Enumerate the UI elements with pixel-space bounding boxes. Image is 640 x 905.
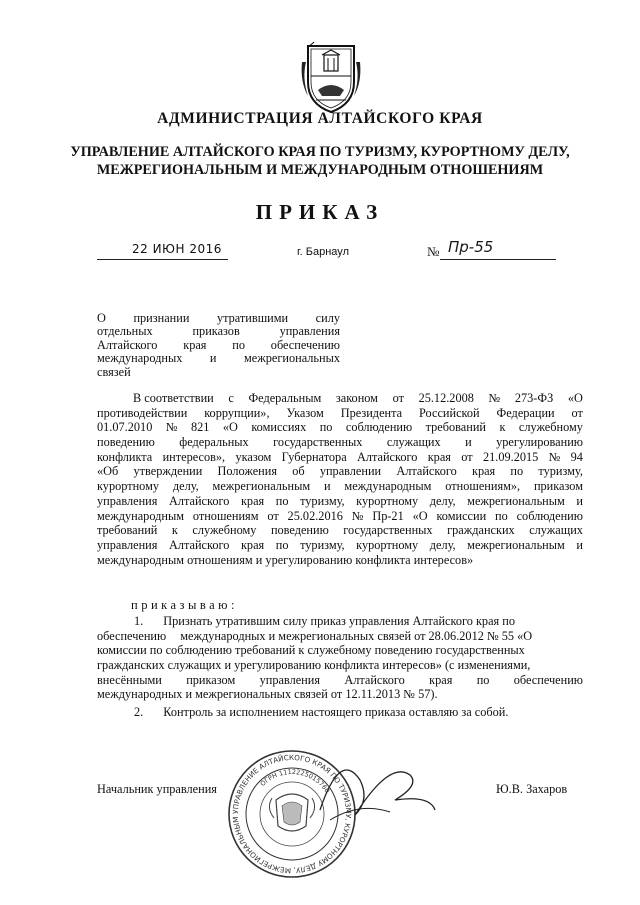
subject-word: международных [97, 351, 183, 366]
preamble-text: делу, [429, 537, 456, 552]
preamble-line [97, 479, 583, 494]
preamble-text: Указом [286, 405, 324, 420]
preamble-text: законом [335, 391, 378, 405]
preamble-text: туризму, [300, 493, 345, 508]
item-text: управления [259, 672, 320, 687]
preamble-paragraph [97, 391, 583, 567]
preamble-text: требований [425, 420, 487, 435]
preamble-line [97, 420, 583, 435]
subject-line [97, 352, 340, 365]
preamble-text: 25.02.2016 [287, 508, 343, 523]
preamble-text: международным отношениям и урегулированию конфликта интересов» [97, 552, 474, 567]
preamble-text: «Об [97, 464, 119, 479]
preamble-text: курортному [356, 493, 419, 508]
item-text: Признать утратившим силу приказ управления Алтайского края по [163, 614, 515, 628]
stamp-ring-text: УПРАВЛЕНИЕ АЛТАЙСКОГО КРАЯ ПО ТУРИЗМУ, КУРОРТНОМУ ДЕЛУ, МЕЖРЕГИОНАЛЬНЫМ [230, 752, 354, 876]
preamble-text: управления [97, 493, 158, 508]
administration-title: АДМИНИСТРАЦИЯ АЛТАЙСКОГО КРАЯ [157, 110, 483, 127]
preamble-text: противодействии [97, 405, 188, 420]
subject-word: отдельных [97, 324, 153, 339]
item-line [97, 658, 583, 673]
preamble-line [97, 435, 583, 450]
preamble-text: отношениям», [445, 479, 521, 494]
item-text: Контроль за исполнением настоящего приказа оставляю за собой. [163, 705, 509, 720]
preamble-text: и [465, 435, 472, 450]
item-line [97, 614, 583, 629]
preamble-text: к [499, 420, 506, 435]
order-word: приказываю: [131, 598, 238, 612]
coat-of-arms-emblem [300, 38, 362, 116]
subject-line [97, 325, 340, 338]
preamble-text: и [576, 493, 583, 508]
item-line [97, 705, 583, 720]
preamble-text: межрегиональным [467, 493, 565, 508]
subject-word: признании [133, 311, 190, 325]
document-type-title: ПРИКАЗ [255, 200, 385, 224]
preamble-text: В соответствии [133, 391, 214, 405]
item-line [97, 673, 583, 688]
subject-word: приказов [192, 324, 240, 339]
preamble-text: Федеральным [248, 391, 322, 405]
item-text: 2. [134, 705, 144, 720]
preamble-text: управления [97, 537, 158, 552]
preamble-text: «О [222, 420, 238, 435]
preamble-text: туризму, [300, 537, 345, 552]
preamble-text: указом [235, 449, 272, 464]
item-text: гражданских служащих и урегулированию конфликта интересов» (с изменениями, [97, 658, 531, 673]
preamble-text: Алтайского [356, 449, 418, 464]
preamble-text: комиссии [436, 508, 487, 523]
preamble-text: утверждении [133, 464, 203, 479]
preamble-text: по [510, 464, 524, 479]
subject-word: обеспечению [270, 337, 340, 352]
order-date: 22 ИЮН 2016 [132, 242, 222, 256]
preamble-text: и [576, 537, 583, 552]
order-items [97, 614, 583, 720]
preamble-text: края [240, 493, 265, 508]
item-text: Алтайского [344, 672, 405, 687]
item-line [97, 687, 583, 702]
item-text: края [429, 672, 453, 687]
preamble-text: служебному [518, 420, 583, 435]
department-title-line-1: УПРАВЛЕНИЕ АЛТАЙСКОГО КРАЯ ПО ТУРИЗМУ, КУРОРТНОМУ ДЕЛУ, [70, 144, 570, 160]
stamp-inner-text: ОГРН 1112225015760 [258, 767, 332, 795]
subject-word: по [232, 337, 245, 352]
number-sign: № [427, 244, 440, 259]
item-text: международных и межрегиональных связей от 12.11.2013 № 57). [97, 687, 438, 702]
subject-word: управления [279, 324, 340, 339]
department-title-line-2: МЕЖРЕГИОНАЛЬНЫМ И МЕЖДУНАРОДНЫМ ОТНОШЕНИЯМ [96, 162, 544, 178]
preamble-text: к [171, 523, 178, 538]
preamble-text: по [275, 493, 289, 508]
preamble-text: интересов», [162, 449, 226, 464]
preamble-text: Российской [419, 405, 480, 420]
preamble-text: служебному [192, 523, 257, 538]
order-number: Пр-55 [448, 238, 494, 256]
subject-word: силу [315, 311, 340, 325]
preamble-text: курортному [356, 537, 419, 552]
subject-word: и [209, 351, 217, 366]
subject-word: Алтайского [97, 337, 158, 352]
preamble-text: 821 [190, 420, 210, 435]
preamble-text: 94 [570, 449, 583, 464]
preamble-text: 01.07.2010 [97, 420, 153, 435]
item-text: приказом [186, 672, 236, 687]
subject-word: межрегиональных [244, 351, 340, 366]
preamble-text: Федерации [496, 405, 555, 420]
item-text: внесёнными [97, 672, 162, 687]
preamble-text: края [471, 464, 496, 479]
preamble-text: урегулированию [496, 435, 583, 450]
preamble-text: конфликта [97, 449, 153, 464]
preamble-text: по [495, 508, 508, 523]
preamble-line [97, 494, 583, 509]
preamble-text: отношениям [192, 508, 259, 523]
preamble-line [97, 523, 583, 538]
city: г. Барнаул [297, 246, 349, 258]
subject-line [97, 339, 340, 352]
subject-word: края [183, 337, 207, 352]
preamble-text: туризму, [538, 464, 583, 479]
preamble-text: служащих [386, 435, 441, 450]
preamble-line [97, 538, 583, 553]
item-text: международных и межрегиональных связей от 28.06.2012 № 55 «О [180, 628, 533, 643]
preamble-text: по [319, 420, 333, 435]
item-line [97, 643, 583, 658]
preamble-text: соблюдению [345, 420, 413, 435]
subject-word: утратившими [216, 311, 289, 325]
preamble-text: с [228, 391, 234, 405]
subject-word: О [97, 311, 106, 325]
preamble-text: международным [344, 479, 432, 494]
preamble-text: Положения [217, 464, 277, 479]
preamble-text: Алтайского [396, 464, 457, 479]
preamble-line [97, 464, 583, 479]
preamble-text: «О [567, 391, 583, 405]
item-text: по [476, 672, 490, 687]
preamble-text: федеральных [179, 435, 249, 450]
preamble-text: курортному [97, 479, 160, 494]
preamble-text: коррупции», [204, 405, 270, 420]
preamble-text: 25.12.2008 [418, 391, 474, 405]
preamble-text: межрегиональным [467, 537, 565, 552]
preamble-text: соблюдению [516, 508, 583, 523]
preamble-text: требований [97, 523, 158, 538]
preamble-text: «О [412, 508, 428, 523]
preamble-text: международным [97, 508, 185, 523]
preamble-text: № [548, 449, 561, 464]
date-underline [97, 259, 228, 260]
preamble-text: комиссиях [251, 420, 307, 435]
preamble-text: государственных [273, 435, 363, 450]
preamble-line [97, 450, 583, 465]
preamble-text: Пр-21 [372, 508, 404, 523]
preamble-text: Алтайского [168, 537, 230, 552]
preamble-text: делу, [172, 479, 199, 494]
preamble-text: делу, [429, 493, 456, 508]
item-line [97, 629, 583, 644]
preamble-text: служащих [529, 523, 583, 538]
preamble-text: № [488, 391, 501, 405]
preamble-text: от [267, 508, 279, 523]
handwritten-signature [300, 740, 440, 830]
item-text: 1. [134, 614, 144, 628]
preamble-text: межрегиональным [212, 479, 311, 494]
preamble-text: № [351, 508, 364, 523]
order-subject [97, 312, 340, 379]
preamble-text: № [165, 420, 178, 435]
item-text: обеспечению [513, 672, 583, 687]
item-text: комиссии по соблюдению требований к служебному поведению государственных [97, 643, 525, 658]
preamble-line [97, 406, 583, 421]
preamble-text: государственных [343, 523, 433, 538]
subject-word: связей [97, 364, 131, 379]
preamble-text: об [292, 464, 305, 479]
preamble-text: от [392, 391, 404, 405]
preamble-text: Алтайского [168, 493, 230, 508]
preamble-text: гражданских [447, 523, 515, 538]
preamble-text: поведению [97, 435, 155, 450]
preamble-text: от [461, 449, 473, 464]
preamble-text: поведению [270, 523, 329, 538]
signatory-name: Ю.В. Захаров [496, 782, 568, 796]
preamble-text: по [275, 537, 289, 552]
preamble-text: от [571, 405, 583, 420]
preamble-text: и [324, 479, 331, 494]
preamble-text: Губернатора [281, 449, 347, 464]
preamble-text: управлении [319, 464, 382, 479]
preamble-text: 21.09.2015 [482, 449, 539, 464]
preamble-line [97, 509, 583, 524]
preamble-text: края [240, 537, 265, 552]
item-text: обеспечению [97, 628, 167, 643]
number-underline [440, 259, 556, 260]
preamble-line [97, 391, 583, 406]
preamble-line [97, 553, 583, 568]
preamble-text: приказом [533, 479, 583, 494]
subject-line [97, 312, 340, 325]
subject-line [97, 366, 340, 379]
preamble-text: 273-ФЗ [514, 391, 554, 405]
signatory-position: Начальник управления [97, 782, 217, 796]
preamble-text: Президента [340, 405, 403, 420]
preamble-text: края [427, 449, 451, 464]
